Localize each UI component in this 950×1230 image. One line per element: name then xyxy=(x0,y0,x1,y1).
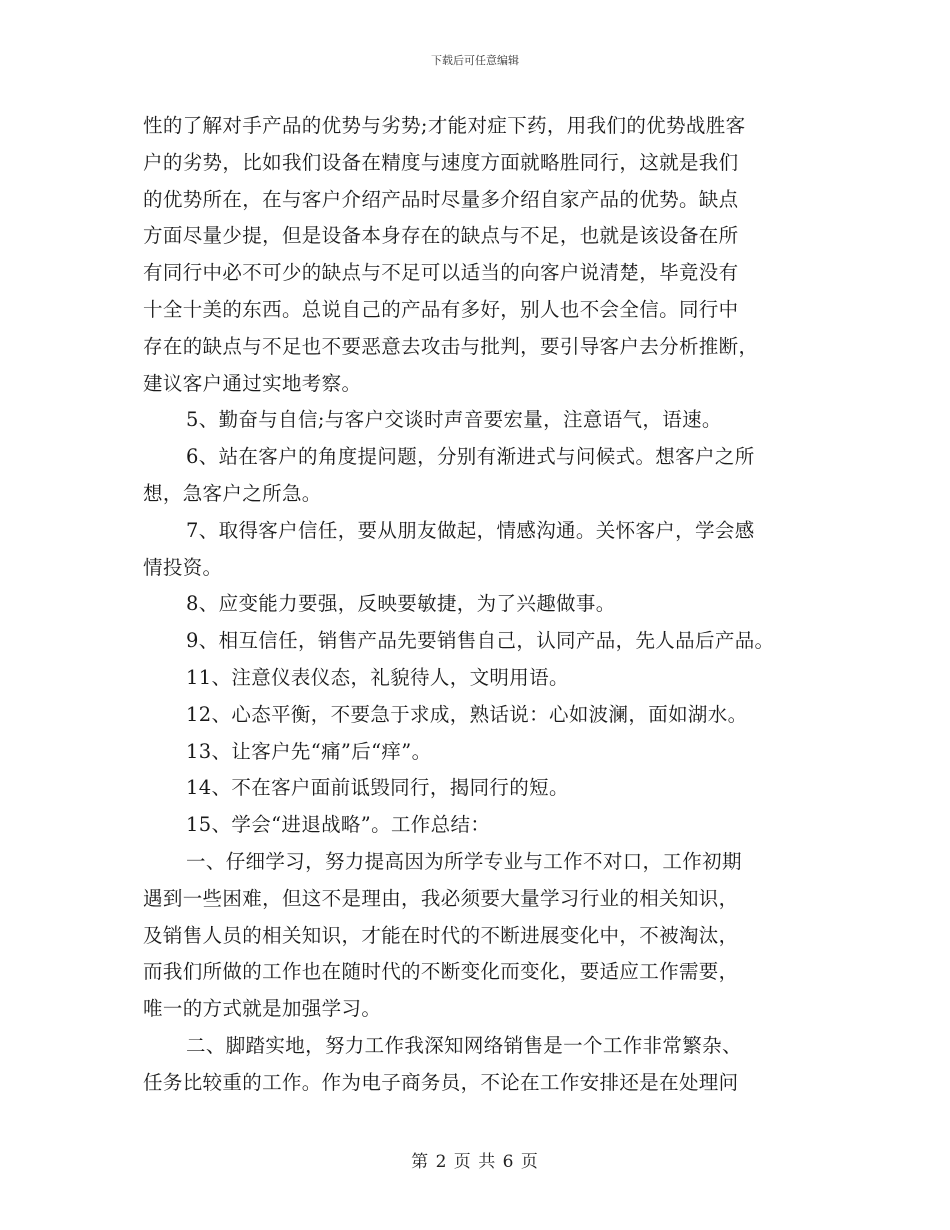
text-line: 15、学会“进退战略”。工作总结： xyxy=(186,813,491,837)
text-line: 方面尽量少提，但是设备本身存在的缺点与不足，也就是该设备在所 xyxy=(143,224,739,248)
text-line: 任务比较重的工作。作为电子商务员，不论在工作安排还是在处理问 xyxy=(143,1070,739,1094)
text-line: 8、应变能力要强，反映要敏捷，为了兴趣做事。 xyxy=(186,592,616,616)
text-line: 遇到一些困难，但这不是理由，我必须要大量学习行业的相关知识， xyxy=(143,886,739,910)
text-line: 而我们所做的工作也在随时代的不断变化而变化，要适应工作需要， xyxy=(143,960,739,984)
text-line: 14、不在客户面前诋毁同行，揭同行的短。 xyxy=(186,776,569,800)
text-line: 唯一的方式就是加强学习。 xyxy=(143,997,382,1021)
text-line: 二、脚踏实地，努力工作我深知网络销售是一个工作非常繁杂、 xyxy=(186,1033,742,1057)
text-line: 建议客户通过实地考察。 xyxy=(143,371,362,395)
text-line: 一、仔细学习，努力提高因为所学专业与工作不对口，工作初期 xyxy=(186,849,742,873)
page-number-footer: 第 2 页 共 6 页 xyxy=(411,1152,539,1172)
text-line: 有同行中必不可少的缺点与不足可以适当的向客户说清楚，毕竟没有 xyxy=(143,261,739,285)
text-line: 性的了解对手产品的优势与劣势;才能对症下药，用我们的优势战胜客 xyxy=(143,114,746,137)
text-line: 户的劣势，比如我们设备在精度与速度方面就略胜同行，这就是我们 xyxy=(143,150,739,174)
text-line: 及销售人员的相关知识，才能在时代的不断进展变化中，不被淘汰， xyxy=(143,923,739,947)
text-line: 7、取得客户信任，要从朋友做起，情感沟通。关怀客户，学会感 xyxy=(186,518,755,542)
text-line: 13、让客户先“痛”后“痒”。 xyxy=(186,739,432,763)
page-header-note: 下载后可任意编辑 xyxy=(431,54,519,67)
document-body xyxy=(143,108,823,1102)
text-line: 的优势所在，在与客户介绍产品时尽量多介绍自家产品的优势。缺点 xyxy=(143,187,739,211)
text-line: 11、注意仪表仪态，礼貌待人，文明用语。 xyxy=(186,665,569,689)
text-line: 12、心态平衡，不要急于求成，熟话说：心如波澜，面如湖水。 xyxy=(186,702,748,726)
text-line: 9、相互信任，销售产品先要销售自己，认同产品，先人品后产品。 xyxy=(186,629,775,653)
text-line: 十全十美的东西。总说自己的产品有多好，别人也不会全信。同行中 xyxy=(143,297,739,321)
text-line: 5、勤奋与自信;与客户交谈时声音要宏量，注意语气，语速。 xyxy=(186,408,722,432)
text-line: 情投资。 xyxy=(143,555,223,579)
text-line: 存在的缺点与不足也不要恶意去攻击与批判，要引导客户去分析推断， xyxy=(143,334,759,358)
text-line: 6、站在客户的角度提问题，分别有渐进式与问候式。想客户之所 xyxy=(186,445,755,469)
text-line: 想，急客户之所急。 xyxy=(143,481,322,505)
